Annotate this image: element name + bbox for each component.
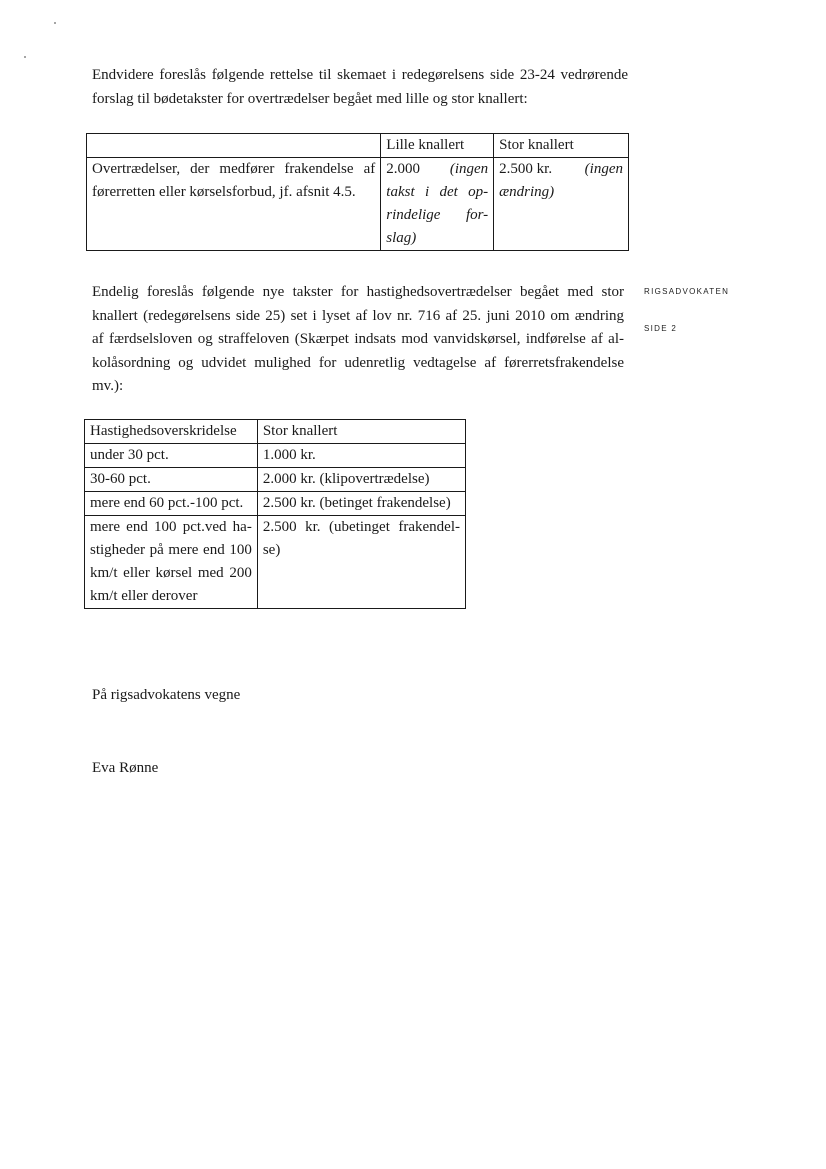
stor-amount-line: [499, 158, 623, 181]
speed-line: mere end 100 pct.ved ha-: [90, 519, 252, 535]
table-row: [85, 444, 466, 468]
stor-amount: 2.500 kr.: [499, 161, 553, 177]
table-row: [85, 516, 466, 609]
lille-knallert-cell: [381, 158, 494, 251]
fine-cell: [257, 516, 465, 609]
header-cell-stor-knallert: Stor knallert: [257, 420, 465, 444]
header-cell-speed: Hastighedsoverskridelse: [85, 420, 258, 444]
fine-line: 2.500 kr. (ubetinget frakendel-: [262, 519, 460, 535]
speed-cell: mere end 60 pct.-100 pct.: [85, 492, 258, 516]
table-header-row: [87, 134, 629, 158]
signature-name: Eva Rønne: [92, 760, 159, 776]
fine-line: se): [262, 542, 281, 558]
speed-fine-table: [84, 419, 466, 609]
on-behalf-text: På rigsadvokatens vegne: [92, 687, 241, 703]
endelig-line: af færdselsloven og straffeloven (Skærpet indsats mod vanvidskørsel, indførelse af al-: [92, 331, 624, 347]
lille-note: (ingen: [449, 161, 489, 177]
lille-note-line: takst i det op-: [386, 184, 489, 200]
lille-amount: 2.000: [386, 161, 421, 177]
intro-line: forslag til bødetakster for overtrædelser begået med lille og stor knallert:: [92, 90, 528, 107]
scan-speck: [24, 56, 26, 58]
endelig-line: Endelig foreslås følgende nye takster for hastighedsovertrædelser begået med stor: [92, 284, 624, 300]
scan-speck: [54, 22, 56, 24]
speed-cell: 30-60 pct.: [85, 468, 258, 492]
header-cell-lille-knallert: Lille knallert: [381, 134, 494, 158]
table-row: [85, 492, 466, 516]
endelig-line: kolåsordning og udvidet mulighed for udenretlig vedtagelse af førerretsfrakendelse: [92, 354, 624, 371]
fine-cell: 2.000 kr. (klipovertrædelse): [257, 468, 465, 492]
lille-note-line: slag): [386, 230, 417, 246]
stor-note-line: ændring): [499, 184, 555, 200]
table-row: [85, 468, 466, 492]
offense-line: førerretten eller kørselsforbud, jf. afsnit 4.5.: [92, 184, 356, 200]
stor-knallert-cell: [494, 158, 629, 251]
speed-line: stigheder på mere end 100: [90, 542, 252, 558]
intro-line: Endvidere foreslås følgende rettelse til skemaet i redegørelsens side 23-24 vedrørende: [92, 67, 628, 83]
stor-note: (ingen: [584, 161, 623, 177]
speed-cell: [85, 516, 258, 609]
endelig-line: mv.):: [92, 378, 124, 394]
offense-description-cell: [87, 158, 381, 251]
table-row: [87, 158, 629, 251]
header-cell-stor-knallert: Stor knallert: [494, 134, 629, 158]
endelig-paragraph: [92, 281, 624, 399]
fine-cell: 2.500 kr. (betinget frakendelse): [257, 492, 465, 516]
intro-paragraph: [92, 64, 628, 111]
offense-line: Overtrædelser, der medfører frakendelse af: [92, 161, 376, 177]
sidebar-page-number: SIDE 2: [644, 324, 678, 333]
lille-note-line: rindelige for-: [386, 207, 489, 223]
lille-amount-line: [386, 158, 488, 181]
fine-cell: 1.000 kr.: [257, 444, 465, 468]
sidebar-org: RIGSADVOKATEN: [644, 287, 730, 296]
speed-line: km/t eller kørsel med 200: [90, 565, 252, 581]
header-cell-empty: [87, 134, 381, 158]
correction-table: [86, 133, 629, 251]
table-header-row: [85, 420, 466, 444]
speed-cell: under 30 pct.: [85, 444, 258, 468]
speed-line: km/t eller derover: [90, 588, 198, 604]
endelig-line: knallert (redegørelsens side 25) set i lyset af lov nr. 716 af 25. juni 2010 om ændring: [92, 307, 624, 324]
